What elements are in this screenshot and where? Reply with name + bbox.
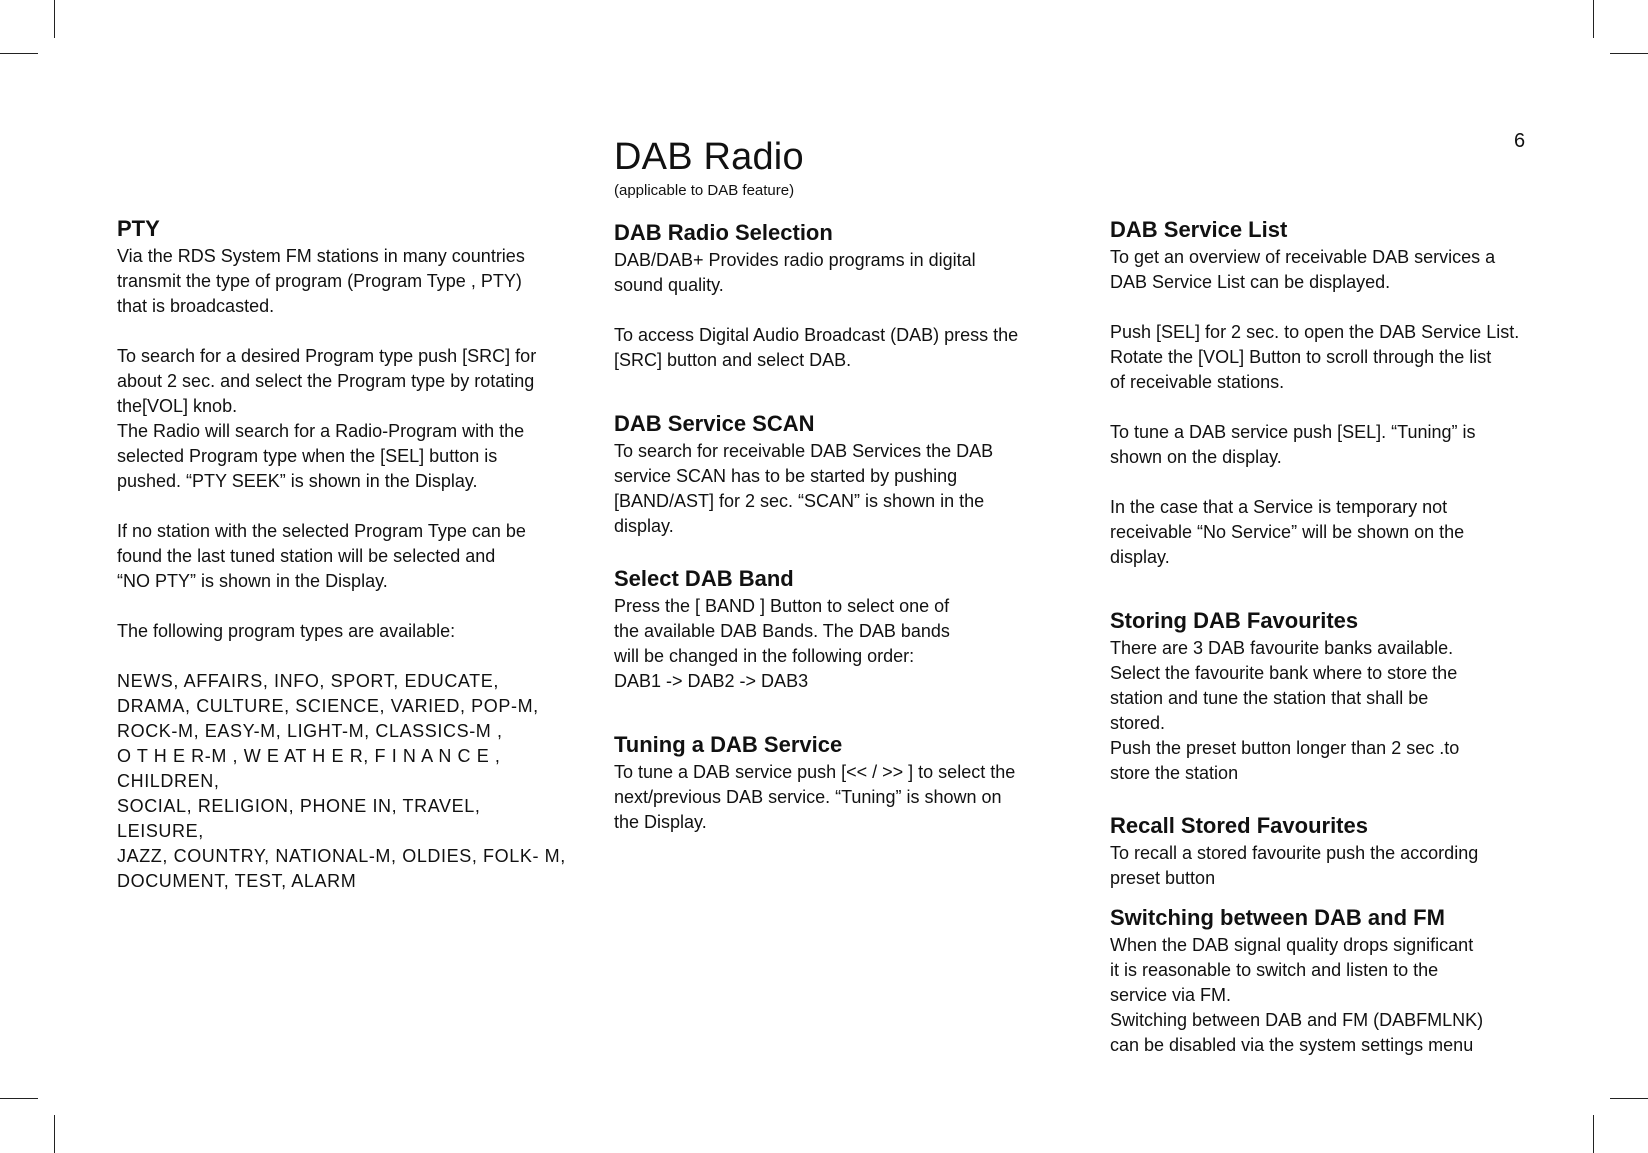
tuning-dab-service-heading: Tuning a DAB Service: [614, 732, 843, 757]
crop-mark-bottom-left-horizontal: [0, 1098, 38, 1099]
page-subtitle: (applicable to DAB feature): [614, 182, 795, 199]
dab-radio-selection-paragraph-2: To access Digital Audio Broadcast (DAB) press the [SRC] button and select DAB.: [614, 325, 1019, 370]
dab-service-list-paragraph-1: To get an overview of receivable DAB services a DAB Service List can be displayed.: [1110, 247, 1496, 292]
switching-dab-fm-paragraph: When the DAB signal quality drops significant it is reasonable to switch and listen to the service via FM. Switching between DAB and FM (DABFMLNK) can be disabled via the system settings menu: [1110, 935, 1484, 1055]
select-dab-band-paragraph: Press the [ BAND ] Button to select one of the available DAB Bands. The DAB bands will be changed in the following order: DAB1 -> DAB2 -> DAB3: [614, 596, 950, 691]
dab-radio-selection-heading: DAB Radio Selection: [614, 220, 833, 245]
crop-mark-top-right-vertical: [1593, 0, 1594, 38]
crop-mark-bottom-left-vertical: [54, 1115, 55, 1153]
page-title: DAB Radio: [614, 136, 804, 178]
pty-intro-paragraph: Via the RDS System FM stations in many countries transmit the type of program (Program Type , PTY) that is broadcasted.: [117, 246, 525, 316]
crop-mark-bottom-right-vertical: [1593, 1115, 1594, 1153]
dab-service-scan-heading: DAB Service SCAN: [614, 411, 815, 436]
dab-service-list-heading: DAB Service List: [1110, 217, 1288, 242]
pty-no-station-paragraph: If no station with the selected Program Type can be found the last tuned station will be selected and “NO PTY” is shown in the Display.: [117, 521, 526, 591]
recall-stored-favourites-paragraph: To recall a stored favourite push the according preset button: [1110, 843, 1479, 888]
program-types-list: NEWS, AFFAIRS, INFO, SPORT, EDUCATE, DRAMA, CULTURE, SCIENCE, VARIED, POP-M, ROCK-M, EASY-M, LIGHT-M, CLASSICS-M , O T H E R-M , W E AT H E R, F I N A N C E , CHILDREN, SOCIAL, RELIGION, PHONE IN, TRAVEL, LEISURE, JAZZ, COUNTRY, NATIONAL-M, OLDIES, FOLK- M, DOCUMENT, TEST, ALARM: [117, 671, 566, 891]
middle-column: [614, 218, 1054, 835]
storing-dab-favourites-paragraph: There are 3 DAB favourite banks available. Select the favourite bank where to store the station and tune the station that shall be stored. Push the preset button longer than 2 sec .to store the station: [1110, 638, 1460, 783]
switching-dab-fm-heading: Switching between DAB and FM: [1110, 905, 1445, 930]
crop-mark-top-right-horizontal: [1610, 53, 1648, 54]
pty-search-paragraph: To search for a desired Program type push [SRC] for about 2 sec. and select the Program type by rotating the[VOL] knob. The Radio will search for a Radio-Program with the selected Program type when the [SEL] button is pushed. “PTY SEEK” is shown in the Display.: [117, 346, 537, 491]
storing-dab-favourites-heading: Storing DAB Favourites: [1110, 608, 1359, 633]
tuning-dab-service-paragraph: To tune a DAB service push [<< / >> ] to select the next/previous DAB service. “Tuning” is shown on the Display.: [614, 762, 1016, 832]
dab-service-list-paragraph-3: To tune a DAB service push [SEL]. “Tuning” is shown on the display.: [1110, 422, 1476, 467]
crop-mark-top-left-horizontal: [0, 53, 38, 54]
pty-available-paragraph: The following program types are available:: [117, 621, 456, 641]
dab-service-scan-paragraph: To search for receivable DAB Services the DAB service SCAN has to be started by pushing [BAND/AST] for 2 sec. “SCAN” is shown in the display.: [614, 441, 994, 536]
crop-mark-top-left-vertical: [54, 0, 55, 38]
right-column: [1110, 215, 1542, 1058]
page-number: 6: [1514, 130, 1526, 152]
dab-service-list-paragraph-4: In the case that a Service is temporary not receivable “No Service” will be shown on the display.: [1110, 497, 1465, 567]
dab-radio-selection-paragraph-1: DAB/DAB+ Provides radio programs in digital sound quality.: [614, 250, 976, 295]
left-column: [117, 214, 567, 894]
pty-heading: PTY: [117, 216, 160, 241]
select-dab-band-heading: Select DAB Band: [614, 566, 794, 591]
dab-service-list-paragraph-2: Push [SEL] for 2 sec. to open the DAB Service List. Rotate the [VOL] Button to scroll through the list of receivable stations.: [1110, 322, 1520, 392]
recall-stored-favourites-heading: Recall Stored Favourites: [1110, 813, 1368, 838]
crop-mark-bottom-right-horizontal: [1610, 1098, 1648, 1099]
